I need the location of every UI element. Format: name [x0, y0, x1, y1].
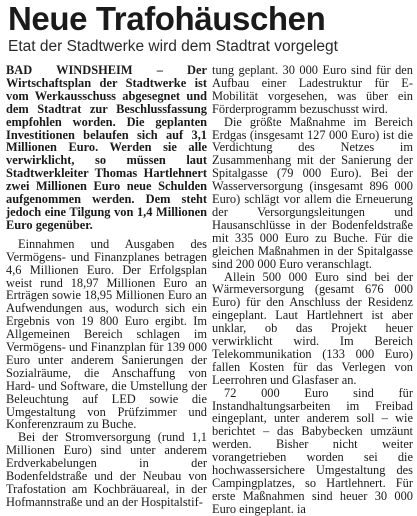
article-lead-text: – Der Wirtschaftsplan der Stadtwerke ist vom Werkausschuss abgesegnet und dem Stadtrat zur Beschlussfassung empfohlen worden. Die geplanten Investitionen belaufen sich auf 3,1 Millionen Euro. Werden sie alle verwirklicht, so müssen laut Stadtwerkleiter Thomas Hartlehnert zwei Millionen Euro neue Schulden aufgenommen werden. Dem steht jedoch eine Tilgung von 1,4 Millionen Euro gegenüber.	[6, 63, 207, 232]
article-column-left	[6, 64, 207, 509]
article-paragraph: Einnahmen und Ausgaben des Vermögens- und Finanzplanes betragen 4,6 Millionen Euro. Der Erfolgsplan weist rund 18,97 Millionen Euro an Erträgen sowie 18,95 Millionen Euro an Aufwendungen aus, wodurch sich ein Ergebnis von 19 800 Euro ergibt. Im Allgemeinen Bereich schlagen im Vermögens- und Finanzplan für 139 000 Euro unter anderem Sanierungen der Sozialräume, die Anschaffung von Hard- und Software, die Umstellung der Beleuchtung auf LED sowie die Umgestaltung von Prüfzimmer und Konferenzraum zu Buche.	[6, 236, 207, 432]
article-paragraph: Allein 500 000 Euro sind bei der Wärmeversorgung (gesamt 676 000 Euro) für den Anschluss der Residenz eingeplant. Laut Hartlehnert ist aber unklar, ob das Projekt heuer verwirklicht wird. Im Bereich Telekommunikation (133 000 Euro) fallen Kosten für das Verlegen von Leerrohren und Glasfaser an.	[212, 269, 413, 387]
article-paragraph: Die größte Maßnahme im Bereich Erdgas (insgesamt 127 000 Euro) ist die Verdichtung des Netzes im Zusammenhang mit der Sanierung der Spitalgasse (79 000 Euro). Bei der Wasserversorgung (insgesamt 896 000 Euro) schlägt vor allem die Erneuerung der Versorgungsleitungen und Hausanschlüsse in der Bodenfeldstraße mit 335 000 Euro zu Buche. Für die gleichen Maßnahmen in der Spitalgasse sind 200 000 Euro veranschlagt.	[212, 114, 413, 271]
article-headline: Neue Trafohäuschen	[8, 0, 326, 37]
article-paragraph: 72 000 Euro sind für Instandhaltungsarbeiten im Freibad eingeplant, unter anderem soll – wie berichtet – das Babybecken umzäunt werden. Bisher nicht weiter vorangetrieben worden sei die hochwassersichere Umgestaltung des Campingplatzes, so Hartlehnert. Für erste Maßnahmen sind heuer 30 000 Euro eingeplant. ia	[212, 385, 413, 516]
article-paragraph: Bei der Stromversorgung (rund 1,1 Millionen Euro) sind unter anderem Erdverkabelungen in der Bodenfeldstraße und der Neubau von Trafostation am Kochbräuareal, in der Hofmannstraße und an der Hospitalstif-	[6, 430, 207, 509]
article-paragraph: tung geplant. 30 000 Euro sind für den Aufbau einer Ladestruktur für E-Mobilität vorgesehen, was über ein Förderprogramm bezuschusst wird.	[212, 63, 413, 116]
article-dateline: BAD WINDSHEIM	[6, 63, 133, 77]
article-subheadline: Etat der Stadtwerke wird dem Stadtrat vorgelegt	[8, 38, 338, 55]
article-lead-paragraph	[6, 64, 207, 232]
article-column-right	[212, 64, 413, 516]
